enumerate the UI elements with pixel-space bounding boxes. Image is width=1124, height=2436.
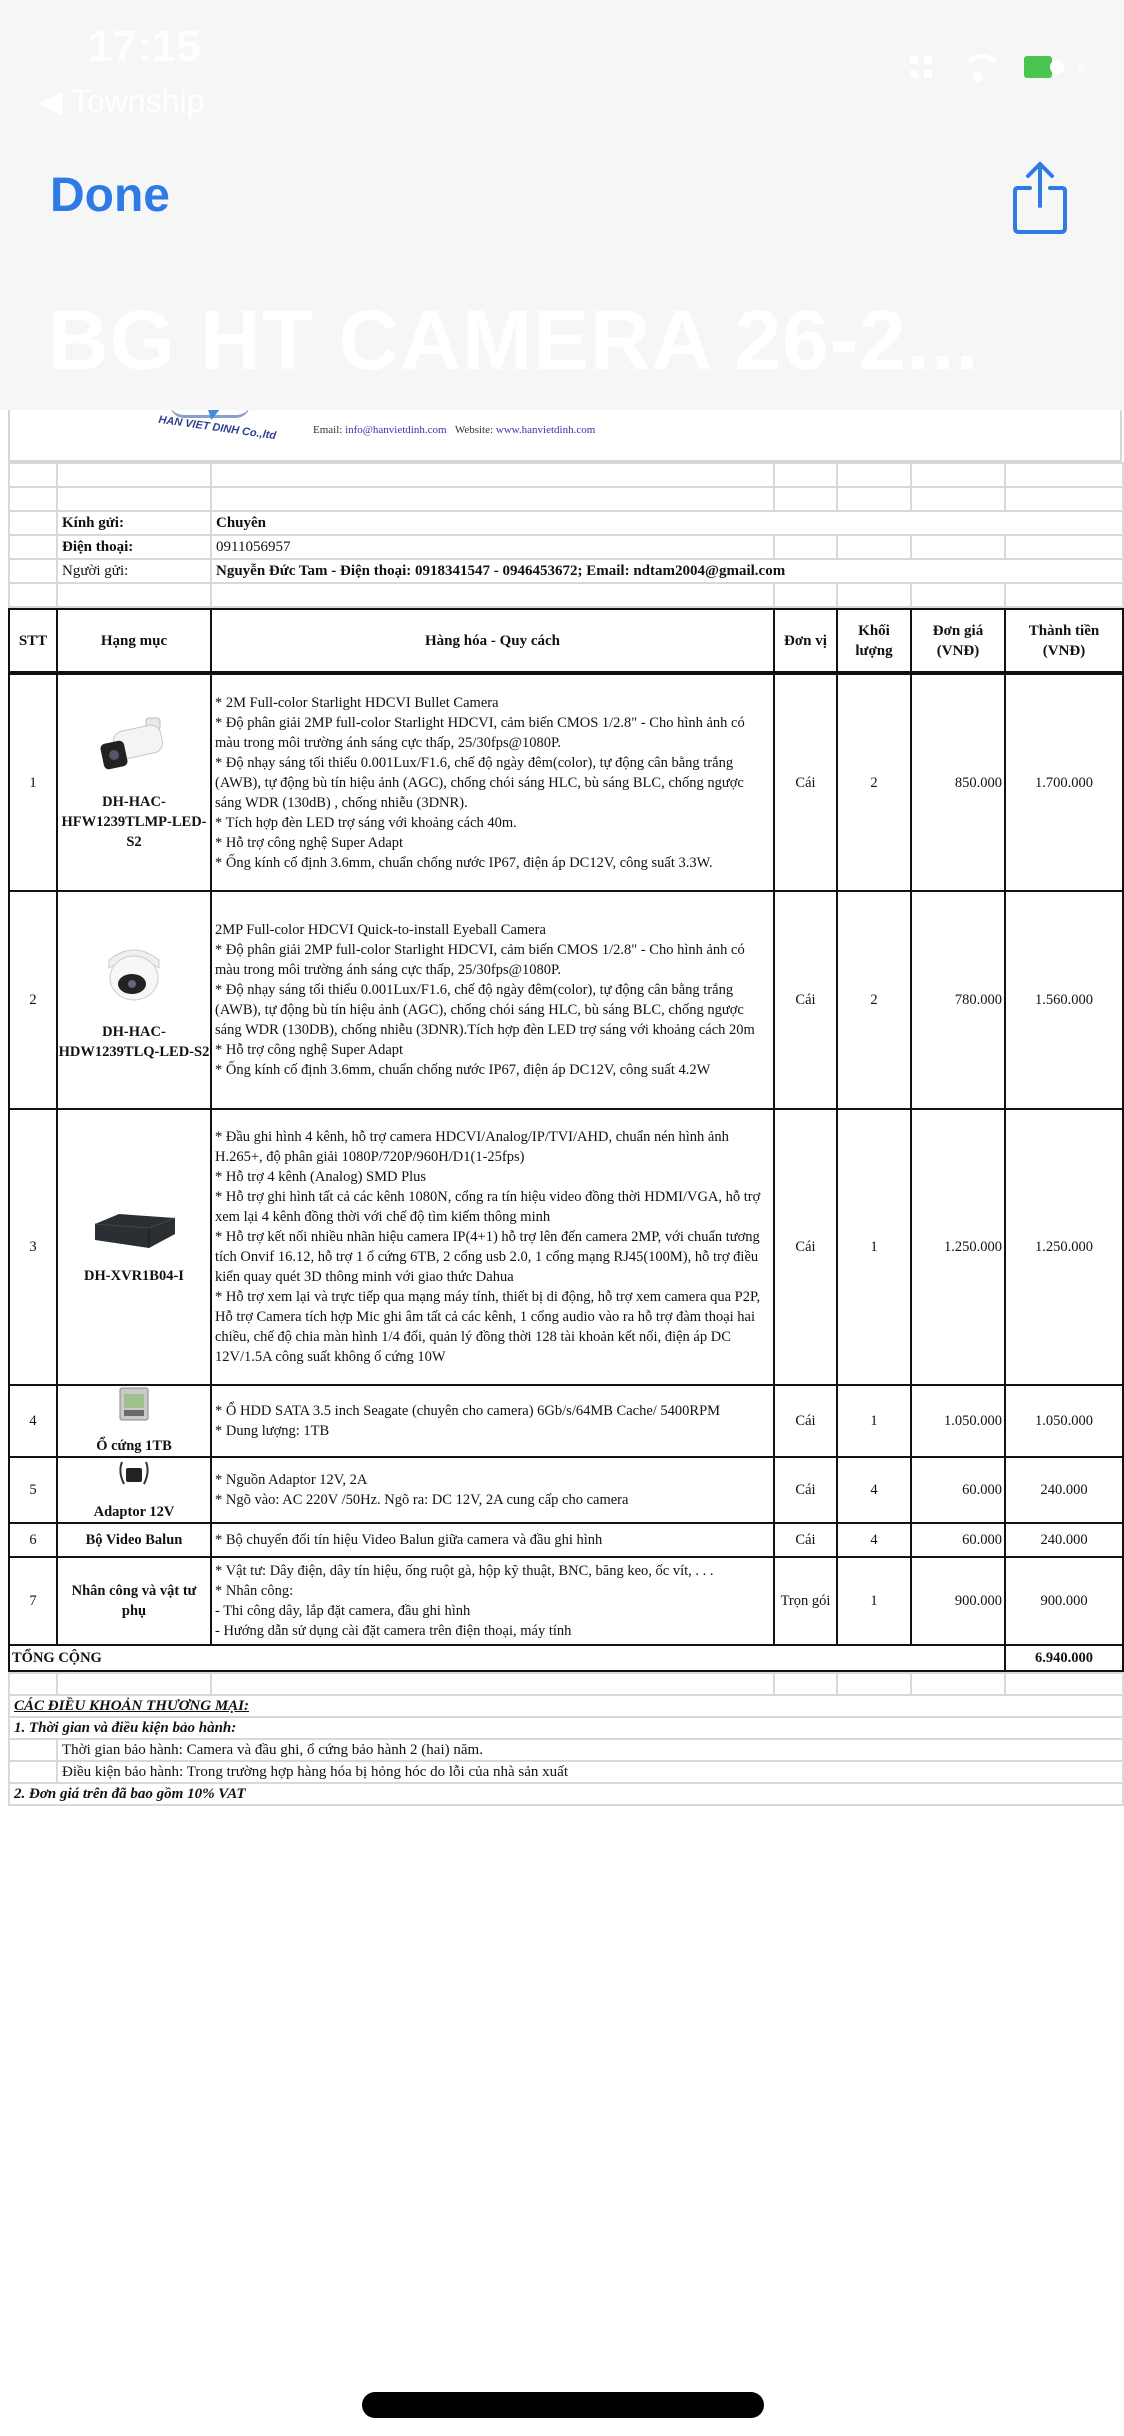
quotation-document — [8, 404, 1122, 1806]
unit-price: 60.000 — [911, 1457, 1005, 1523]
warranty-period: Thời gian bảo hành: Camera và đầu ghi, ổ cứng bảo hành 2 (hai) năm. — [57, 1739, 1123, 1761]
unit: Cái — [774, 1523, 837, 1557]
status-time: 17:15 — [88, 22, 201, 71]
item-name: DH-XVR1B04-I — [84, 1268, 184, 1284]
description-cell — [211, 1557, 774, 1645]
item-name: Ổ cứng 1TB — [96, 1438, 172, 1454]
recipient-info — [8, 462, 1124, 608]
table-row — [9, 1385, 1123, 1457]
power-adapter-icon — [58, 1458, 210, 1494]
description-line: * Ống kính cố định 3.6mm, chuẩn chống nước IP67, điện áp DC12V, công suất 4.2W — [215, 1062, 711, 1078]
amount: 240.000 — [1005, 1457, 1123, 1523]
description-line: * Hỗ trợ 4 kênh (Analog) SMD Plus — [215, 1169, 427, 1185]
description-line: * 2M Full-color Starlight HDCVI Bullet Camera — [215, 694, 499, 711]
quotation-table — [8, 608, 1124, 1672]
contact-line — [313, 424, 595, 436]
amount: 1.250.000 — [1005, 1109, 1123, 1385]
terms-item1-row — [9, 1717, 1123, 1739]
quantity: 4 — [837, 1523, 911, 1557]
table-header — [9, 609, 1123, 673]
item-name: DH-HAC-HDW1239TLQ-LED-S2 — [58, 1024, 210, 1060]
website-label: Website: — [454, 424, 494, 436]
unit-price: 780.000 — [911, 891, 1005, 1109]
phone-value: 0911056957 — [211, 535, 774, 559]
document-title: BG HT CAMERA 26-2... — [48, 293, 980, 387]
quantity: 4 — [837, 1457, 911, 1523]
terms-heading-row — [9, 1695, 1123, 1717]
blank-row — [9, 1673, 1123, 1695]
table-row — [9, 1457, 1123, 1523]
unit: Cái — [774, 673, 837, 891]
quantity: 1 — [837, 1109, 911, 1385]
header-stt: STT — [9, 609, 57, 673]
description-line: * Độ phân giải 2MP full-color Starlight HDCVI, cảm biến CMOS 1/2.8" - Cho hình ảnh có màu trong môi trường ánh sáng cực thấp, 25/30fps@1080P. — [215, 714, 745, 751]
table-row — [9, 1109, 1123, 1385]
unit-price: 900.000 — [911, 1557, 1005, 1645]
description-line: * Nhân công: — [215, 1583, 294, 1599]
row-number: 2 — [9, 891, 57, 1109]
to-row — [9, 511, 1123, 535]
quantity: 1 — [837, 1385, 911, 1457]
total-value: 6.940.000 — [1005, 1645, 1123, 1671]
battery-tip-icon — [1078, 62, 1084, 72]
amount: 1.560.000 — [1005, 891, 1123, 1109]
warranty-condition: Điều kiện bảo hành: Trong trường hợp hàng hóa bị hỏng hóc do lỗi của nhà sản xuất — [57, 1761, 1123, 1783]
sender-row — [9, 559, 1123, 583]
unit: Cái — [774, 1109, 837, 1385]
description-line: * Ống kính cố định 3.6mm, chuẩn chống nước IP67, điện áp DC12V, công suất 3.3W. — [215, 854, 713, 871]
navigation-overlay — [0, 0, 1124, 410]
battery-charging-icon — [1024, 56, 1052, 78]
description-line: * Độ nhạy sáng tối thiểu 0.001Lux/F1.6, chế độ ngày đêm(color), tự động cân bằng trắng (AWB), tự động bù tín hiệu ảnh (AGC), chống chói sáng HLC, bù sáng BLC, chống ngược sáng WDR (130dB) , chống nhiễu (3DNR). — [215, 754, 744, 811]
amount: 240.000 — [1005, 1523, 1123, 1557]
description-line: - Thi công dây, lắp đặt camera, đầu ghi hình — [215, 1603, 471, 1619]
header-unit: Đơn vị — [774, 609, 837, 673]
company-logo: HAN VIET DINH Co.,ltd — [157, 413, 277, 443]
total-label: TỔNG CỘNG — [9, 1645, 1005, 1671]
description-line: * Hỗ trợ ghi hình tất cả các kênh 1080N, cổng ra tín hiệu video đồng thời HDMI/VGA, hỗ trợ xem lại 4 kênh đồng thời với chế độ tìm kiếm thông minh — [215, 1189, 761, 1225]
table-row — [9, 673, 1123, 891]
signal-icon — [910, 56, 932, 78]
item-cell — [57, 1457, 211, 1523]
description-line: * Độ phân giải 2MP full-color Starlight HDCVI, cảm biến CMOS 1/2.8" - Cho hình ảnh có màu trong môi trường ánh sáng cực thấp, 25/30fps@1080P. — [215, 942, 745, 978]
amount: 1.050.000 — [1005, 1385, 1123, 1457]
phone-row — [9, 535, 1123, 559]
row-number: 5 — [9, 1457, 57, 1523]
back-to-app-link[interactable]: ◀ Township — [38, 83, 205, 119]
home-indicator[interactable] — [362, 2392, 764, 2418]
description-cell — [211, 1457, 774, 1523]
phone-label: Điện thoại: — [57, 535, 211, 559]
sender-label: Người gửi: — [57, 559, 211, 583]
share-button[interactable] — [1010, 160, 1070, 236]
description-line: * Vật tư: Dây điện, dây tín hiệu, ống ruột gà, hộp kỹ thuật, BNC, băng keo, ốc vít, . . . — [215, 1563, 714, 1579]
bullet-camera-icon — [58, 714, 210, 784]
row-number: 4 — [9, 1385, 57, 1457]
quantity: 2 — [837, 891, 911, 1109]
description-line: * Ổ HDD SATA 3.5 inch Seagate (chuyên cho camera) 6Gb/s/64MB Cache/ 5400RPM — [215, 1403, 721, 1419]
quantity: 1 — [837, 1557, 911, 1645]
item-name: Bộ Video Balun — [85, 1532, 183, 1548]
item-cell — [57, 1523, 211, 1557]
item-name: DH-HAC-HFW1239TLMP-LED-S2 — [61, 793, 207, 850]
description-line: * Nguồn Adaptor 12V, 2A — [215, 1472, 368, 1488]
wifi-icon — [958, 52, 998, 82]
description-line: * Dung lượng: 1TB — [215, 1423, 330, 1439]
unit: Cái — [774, 1385, 837, 1457]
description-line: * Ngõ vào: AC 220V /50Hz. Ngõ ra: DC 12V, 2A cung cấp cho camera — [215, 1492, 629, 1508]
item-cell — [57, 1385, 211, 1457]
description-cell — [211, 1385, 774, 1457]
description-line: * Tích hợp đèn LED trợ sáng với khoảng cách 40m. — [215, 814, 517, 831]
row-number: 7 — [9, 1557, 57, 1645]
description-cell — [211, 673, 774, 891]
description-line: * Độ nhạy sáng tối thiểu 0.001Lux/F1.6, chế độ ngày đêm(color), tự động cân bằng trắng (AWB), tự động bù tín hiệu ảnh (AGC), chống chói sáng HLC, bù sáng BLC, chống ngược sáng WDR (130DB), chống nhiễu (3DNR).Tích hợp đèn LED trợ sáng với khoảng cách 20m — [215, 982, 755, 1038]
warranty-title: 1. Thời gian và điều kiện bảo hành: — [9, 1717, 1123, 1739]
description-line: * Hỗ trợ xem lại và trực tiếp qua mạng máy tính, thiết bị di động, hỗ trợ xem camera qua P2P, Hỗ trợ Camera tích hợp Mic ghi âm tất cả các kênh, 1 cổng audio vào ra hỗ trợ đàm thoại hai chiều, chế độ chia màn hình 1/4 đổi, quản lý đồng thời 128 tài khoản kết nối, điện áp DC 12V/1.5A công suất không ổ cứng 10W — [215, 1289, 761, 1365]
blank-row — [9, 463, 1123, 487]
unit: Cái — [774, 1457, 837, 1523]
unit: Trọn gói — [774, 1557, 837, 1645]
unit: Cái — [774, 891, 837, 1109]
description-line: * Hỗ trợ công nghệ Super Adapt — [215, 834, 404, 851]
item-cell — [57, 1109, 211, 1385]
eyeball-camera-icon — [58, 938, 210, 1014]
dvr-recorder-icon — [58, 1208, 210, 1258]
description-line: * Bộ chuyển đổi tín hiệu Video Balun giữa camera và đầu ghi hình — [215, 1532, 603, 1548]
header-quantity: Khối lượng — [837, 609, 911, 673]
row-number: 3 — [9, 1109, 57, 1385]
warranty-condition-row — [9, 1761, 1123, 1783]
description-line: * Hỗ trợ kết nối nhiều nhãn hiệu camera IP(4+1) hỗ trợ lên đến camera 2MP, với chuẩn tương tích Onvif 16.12, hỗ trợ 1 ổ cứng 6TB, 2 cổng usb 2.0, 1 cổng mạng RJ45(100M), hỗ trợ điều kiển quay quét 3D thông minh với giao thức Dahua — [215, 1229, 760, 1285]
description-line: 2MP Full-color HDCVI Quick-to-install Eyeball Camera — [215, 922, 546, 938]
status-icons — [910, 52, 1084, 82]
email-label: Email: — [313, 424, 343, 436]
description-cell — [211, 1523, 774, 1557]
terms-heading: CÁC ĐIỀU KHOẢN THƯƠNG MẠI: — [9, 1695, 1123, 1717]
to-value: Chuyên — [211, 511, 1123, 535]
description-cell — [211, 1109, 774, 1385]
letterhead — [8, 404, 1122, 462]
to-label: Kính gửi: — [57, 511, 211, 535]
row-number: 6 — [9, 1523, 57, 1557]
item-name: Adaptor 12V — [93, 1504, 175, 1520]
hard-drive-icon — [58, 1386, 210, 1428]
description-line: - Hướng dẫn sử dụng cài đặt camera trên điện thoại, máy tính — [215, 1623, 572, 1639]
row-number: 1 — [9, 673, 57, 891]
header-unit-price: Đơn giá (VNĐ) — [911, 609, 1005, 673]
company-website-link[interactable]: www.hanvietdinh.com — [495, 424, 596, 436]
amount: 900.000 — [1005, 1557, 1123, 1645]
table-row — [9, 1557, 1123, 1645]
amount: 1.700.000 — [1005, 673, 1123, 891]
warranty-period-row — [9, 1739, 1123, 1761]
vat-note: 2. Đơn giá trên đã bao gồm 10% VAT — [9, 1783, 1123, 1805]
description-cell — [211, 891, 774, 1109]
sender-value: Nguyễn Đức Tam - Điện thoại: 0918341547 - 0946453672; Email: ndtam2004@gmail.com — [211, 559, 1123, 583]
header-description: Hàng hóa - Quy cách — [211, 609, 774, 673]
description-line: * Hỗ trợ công nghệ Super Adapt — [215, 1042, 404, 1058]
description-line: * Đầu ghi hình 4 kênh, hỗ trợ camera HDCVI/Analog/IP/TVI/AHD, chuẩn nén hình ảnh H.265+, độ phân giải 1080P/720P/960H/D1(1-25fps) — [215, 1129, 729, 1165]
terms-section — [8, 1672, 1124, 1806]
unit-price: 60.000 — [911, 1523, 1005, 1557]
unit-price: 1.050.000 — [911, 1385, 1005, 1457]
unit-price: 1.250.000 — [911, 1109, 1005, 1385]
done-button[interactable]: Done — [50, 169, 170, 222]
item-name: Nhân công và vật tư phụ — [71, 1583, 197, 1619]
blank-row — [9, 487, 1123, 511]
company-email-link[interactable]: info@hanvietdinh.com — [345, 424, 447, 436]
quantity: 2 — [837, 673, 911, 891]
table-row — [9, 891, 1123, 1109]
unit-price: 850.000 — [911, 673, 1005, 891]
item-cell — [57, 891, 211, 1109]
terms-item2-row — [9, 1783, 1123, 1805]
table-row — [9, 1523, 1123, 1557]
header-amount: Thành tiền (VNĐ) — [1005, 609, 1123, 673]
share-icon — [1010, 160, 1070, 236]
item-cell — [57, 673, 211, 891]
blank-row — [9, 583, 1123, 607]
header-item: Hạng mục — [57, 609, 211, 673]
item-cell — [57, 1557, 211, 1645]
total-row — [9, 1645, 1123, 1671]
